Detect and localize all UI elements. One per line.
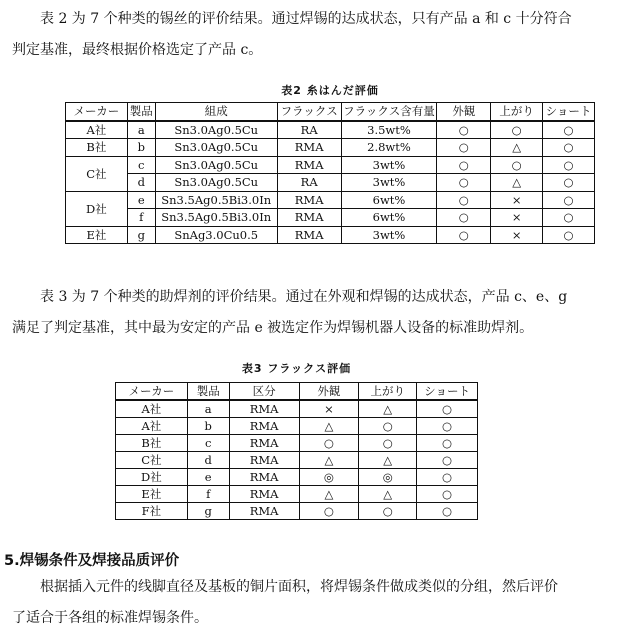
composition-cell: Sn3.0Ag0.5Cu bbox=[155, 174, 277, 192]
composition-cell: SnAg3.0Cu0.5 bbox=[155, 226, 277, 244]
table-row bbox=[116, 400, 478, 418]
product-cell: e bbox=[187, 469, 229, 486]
product-cell: a bbox=[187, 400, 229, 418]
flux-content-cell: 6wt% bbox=[341, 209, 437, 227]
paragraph-line: 了适合于各组的标准焊锡条件。 bbox=[12, 610, 208, 626]
appearance-cell: △ bbox=[299, 486, 359, 503]
appearance-cell: ○ bbox=[299, 503, 359, 520]
short-cell: ○ bbox=[417, 435, 478, 452]
maker-cell: E社 bbox=[116, 486, 188, 503]
table3-caption: 表3 フラックス評価 bbox=[241, 362, 352, 375]
product-cell: d bbox=[127, 174, 155, 192]
product-cell: a bbox=[127, 121, 155, 139]
product-cell: c bbox=[127, 156, 155, 174]
table-row bbox=[116, 469, 478, 486]
maker-cell: A社 bbox=[116, 418, 188, 435]
short-cell: ○ bbox=[417, 486, 478, 503]
type-cell: RMA bbox=[229, 452, 299, 469]
rise-cell: ○ bbox=[491, 156, 543, 174]
appearance-cell: ○ bbox=[437, 191, 491, 209]
paragraph-line: 判定基准，最终根据价格选定了产品 c。 bbox=[12, 42, 263, 58]
column-header: 外観 bbox=[437, 103, 491, 121]
rise-cell: △ bbox=[359, 486, 417, 503]
product-cell: b bbox=[127, 139, 155, 157]
section-heading: 5.焊锡条件及焊接品质评价 bbox=[4, 553, 180, 569]
column-header: 区分 bbox=[229, 383, 299, 401]
product-cell: c bbox=[187, 435, 229, 452]
appearance-cell: ◎ bbox=[299, 469, 359, 486]
rise-cell: △ bbox=[491, 174, 543, 192]
flux-cell: RMA bbox=[277, 139, 341, 157]
appearance-cell: ○ bbox=[437, 209, 491, 227]
rise-cell: ○ bbox=[491, 121, 543, 139]
short-cell: ○ bbox=[543, 139, 595, 157]
composition-cell: Sn3.0Ag0.5Cu bbox=[155, 156, 277, 174]
short-cell: ○ bbox=[417, 452, 478, 469]
maker-cell: C社 bbox=[116, 452, 188, 469]
table-row bbox=[116, 503, 478, 520]
table-header-row bbox=[66, 103, 595, 121]
appearance-cell: ○ bbox=[437, 174, 491, 192]
column-header: ショート bbox=[543, 103, 595, 121]
short-cell: ○ bbox=[543, 226, 595, 244]
rise-cell: ◎ bbox=[359, 469, 417, 486]
table-row bbox=[66, 121, 595, 139]
composition-cell: Sn3.5Ag0.5Bi3.0In bbox=[155, 191, 277, 209]
rise-cell: × bbox=[491, 209, 543, 227]
flux-content-cell: 3.5wt% bbox=[341, 121, 437, 139]
appearance-cell: △ bbox=[299, 452, 359, 469]
rise-cell: ○ bbox=[359, 418, 417, 435]
type-cell: RMA bbox=[229, 486, 299, 503]
product-cell: f bbox=[187, 486, 229, 503]
rise-cell: △ bbox=[359, 452, 417, 469]
table2-solder-wire-evaluation bbox=[65, 102, 595, 244]
table-row bbox=[66, 209, 595, 227]
flux-cell: RMA bbox=[277, 156, 341, 174]
column-header: 組成 bbox=[155, 103, 277, 121]
flux-content-cell: 3wt% bbox=[341, 174, 437, 192]
short-cell: ○ bbox=[417, 469, 478, 486]
flux-content-cell: 2.8wt% bbox=[341, 139, 437, 157]
flux-cell: RMA bbox=[277, 191, 341, 209]
appearance-cell: ○ bbox=[437, 121, 491, 139]
paragraph-line: 根据插入元件的线脚直径及基板的铜片面积，将焊锡条件做成类似的分组，然后评价 bbox=[40, 579, 558, 595]
maker-cell: A社 bbox=[66, 121, 128, 139]
paragraph-line: 满足了判定基准，其中最为安定的产品 e 被选定作为焊锡机器人设备的标准助焊剂。 bbox=[12, 320, 534, 336]
column-header: 上がり bbox=[491, 103, 543, 121]
table2-caption: 表2 糸はんだ評価 bbox=[281, 84, 379, 97]
flux-content-cell: 6wt% bbox=[341, 191, 437, 209]
column-header: フラックス bbox=[277, 103, 341, 121]
rise-cell: ○ bbox=[359, 435, 417, 452]
paragraph-line: 表 2 为 7 个种类的锡丝的评价结果。通过焊锡的达成状态，只有产品 a 和 c 十分符合 bbox=[40, 11, 572, 27]
flux-cell: RA bbox=[277, 174, 341, 192]
appearance-cell: ○ bbox=[437, 156, 491, 174]
short-cell: ○ bbox=[543, 121, 595, 139]
column-header: ショート bbox=[417, 383, 478, 401]
table-row bbox=[66, 156, 595, 174]
paragraph-soldering-conditions bbox=[12, 572, 620, 634]
short-cell: ○ bbox=[543, 209, 595, 227]
table-row bbox=[116, 486, 478, 503]
table-row bbox=[116, 418, 478, 435]
column-header: フラックス含有量 bbox=[341, 103, 437, 121]
table3-flux-evaluation bbox=[115, 382, 478, 520]
product-cell: b bbox=[187, 418, 229, 435]
paragraph-line: 表 3 为 7 个种类的助焊剂的评价结果。通过在外观和焊锡的达成状态，产品 c、e、g bbox=[40, 289, 568, 305]
type-cell: RMA bbox=[229, 503, 299, 520]
column-header: 製品 bbox=[127, 103, 155, 121]
appearance-cell: × bbox=[299, 400, 359, 418]
product-cell: f bbox=[127, 209, 155, 227]
type-cell: RMA bbox=[229, 418, 299, 435]
product-cell: d bbox=[187, 452, 229, 469]
short-cell: ○ bbox=[417, 400, 478, 418]
rise-cell: × bbox=[491, 191, 543, 209]
type-cell: RMA bbox=[229, 400, 299, 418]
product-cell: g bbox=[187, 503, 229, 520]
short-cell: ○ bbox=[543, 174, 595, 192]
type-cell: RMA bbox=[229, 435, 299, 452]
maker-cell: C社 bbox=[66, 156, 128, 191]
table-row bbox=[66, 174, 595, 192]
paragraph-table2-intro bbox=[12, 4, 620, 66]
maker-cell: D社 bbox=[116, 469, 188, 486]
column-header: 外観 bbox=[299, 383, 359, 401]
composition-cell: Sn3.0Ag0.5Cu bbox=[155, 139, 277, 157]
flux-cell: RA bbox=[277, 121, 341, 139]
rise-cell: △ bbox=[359, 400, 417, 418]
table-row bbox=[66, 139, 595, 157]
maker-cell: A社 bbox=[116, 400, 188, 418]
rise-cell: × bbox=[491, 226, 543, 244]
flux-cell: RMA bbox=[277, 209, 341, 227]
appearance-cell: △ bbox=[299, 418, 359, 435]
maker-cell: D社 bbox=[66, 191, 128, 226]
table-header-row bbox=[116, 383, 478, 401]
appearance-cell: ○ bbox=[299, 435, 359, 452]
short-cell: ○ bbox=[417, 503, 478, 520]
appearance-cell: ○ bbox=[437, 139, 491, 157]
table-row bbox=[66, 191, 595, 209]
appearance-cell: ○ bbox=[437, 226, 491, 244]
maker-cell: B社 bbox=[66, 139, 128, 157]
rise-cell: △ bbox=[491, 139, 543, 157]
column-header: メーカー bbox=[116, 383, 188, 401]
short-cell: ○ bbox=[543, 191, 595, 209]
table-row bbox=[116, 435, 478, 452]
short-cell: ○ bbox=[417, 418, 478, 435]
product-cell: g bbox=[127, 226, 155, 244]
table-row bbox=[66, 226, 595, 244]
maker-cell: B社 bbox=[116, 435, 188, 452]
short-cell: ○ bbox=[543, 156, 595, 174]
column-header: 製品 bbox=[187, 383, 229, 401]
composition-cell: Sn3.5Ag0.5Bi3.0In bbox=[155, 209, 277, 227]
flux-content-cell: 3wt% bbox=[341, 156, 437, 174]
flux-cell: RMA bbox=[277, 226, 341, 244]
flux-content-cell: 3wt% bbox=[341, 226, 437, 244]
column-header: メーカー bbox=[66, 103, 128, 121]
type-cell: RMA bbox=[229, 469, 299, 486]
maker-cell: F社 bbox=[116, 503, 188, 520]
column-header: 上がり bbox=[359, 383, 417, 401]
rise-cell: ○ bbox=[359, 503, 417, 520]
composition-cell: Sn3.0Ag0.5Cu bbox=[155, 121, 277, 139]
product-cell: e bbox=[127, 191, 155, 209]
table-row bbox=[116, 452, 478, 469]
paragraph-table3-intro bbox=[12, 282, 620, 344]
maker-cell: E社 bbox=[66, 226, 128, 244]
